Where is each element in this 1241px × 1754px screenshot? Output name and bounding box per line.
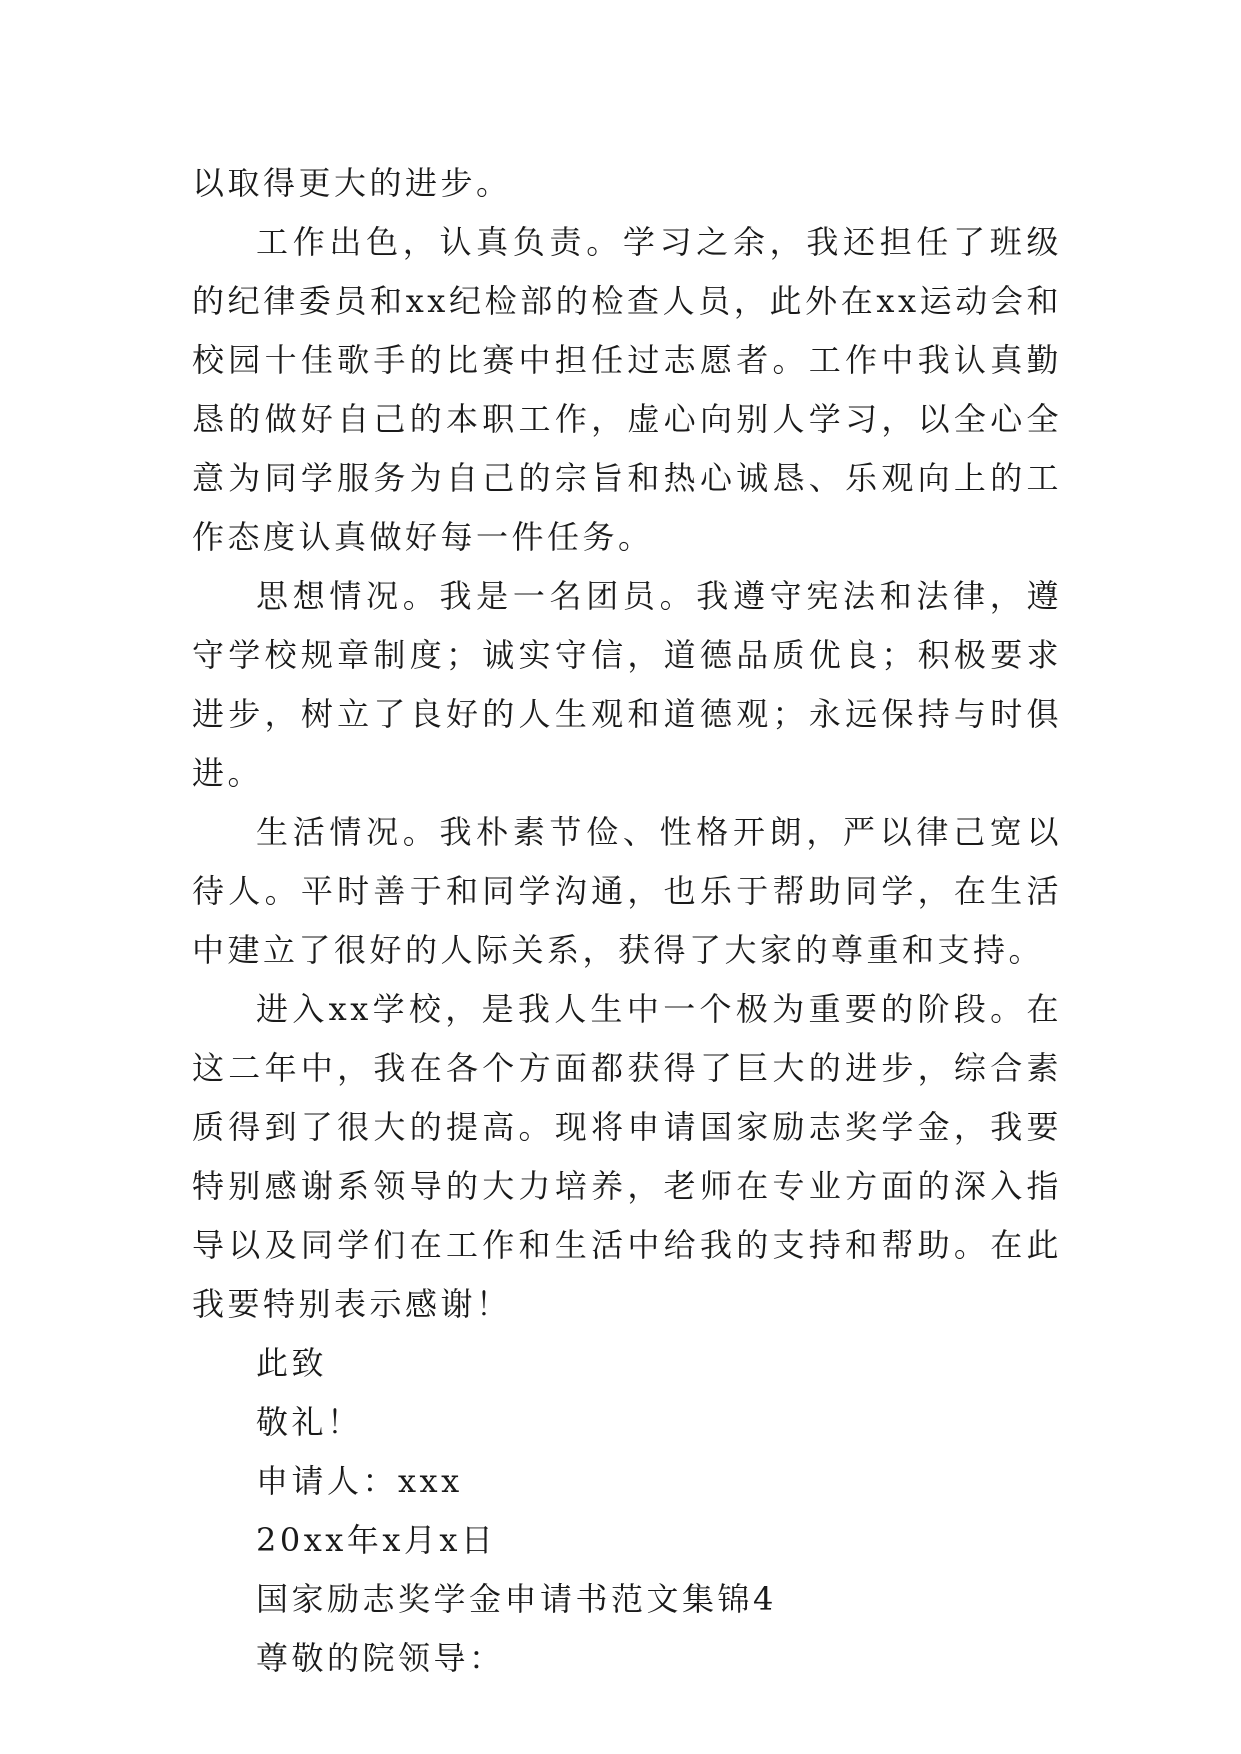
section-title: 国家励志奖学金申请书范文集锦4: [256, 1580, 777, 1618]
paragraph-continuation: 以取得更大的进步。: [192, 164, 512, 202]
section-greeting: 尊敬的院领导：: [256, 1639, 505, 1677]
paragraph-thought: 思想情况。我是一名团员。我遵守宪法和法律，遵守学校规章制度；诚实守信，道德品质优良；积极要求进步，树立了良好的人生观和道德观；永远保持与时俱进。: [192, 577, 1062, 792]
closing-regards: 敬礼！: [256, 1403, 363, 1441]
application-date: 20xx年x月x日: [256, 1521, 497, 1559]
paragraph-work: 工作出色，认真负责。学习之余，我还担任了班级的纪律委员和xx纪检部的检查人员，此外在xx运动会和校园十佳歌手的比赛中担任过志愿者。工作中我认真勤恳的做好自己的本职工作，虚心向别人学习，以全心全意为同学服务为自己的宗旨和热心诚恳、乐观向上的工作态度认真做好每一件任务。: [192, 223, 1062, 556]
applicant-signature: 申请人：xxx: [256, 1462, 463, 1500]
closing-salutation: 此致: [256, 1344, 328, 1382]
document-body: [192, 154, 1062, 1688]
paragraph-conclusion: 进入xx学校，是我人生中一个极为重要的阶段。在这二年中，我在各个方面都获得了巨大的进步，综合素质得到了很大的提高。现将申请国家励志奖学金，我要特别感谢系领导的大力培养，老师在专业方面的深入指导以及同学们在工作和生活中给我的支持和帮助。在此我要特别表示感谢！: [192, 990, 1062, 1323]
paragraph-life: 生活情况。我朴素节俭、性格开朗，严以律己宽以待人。平时善于和同学沟通，也乐于帮助同学，在生活中建立了很好的人际关系，获得了大家的尊重和支持。: [192, 813, 1062, 969]
